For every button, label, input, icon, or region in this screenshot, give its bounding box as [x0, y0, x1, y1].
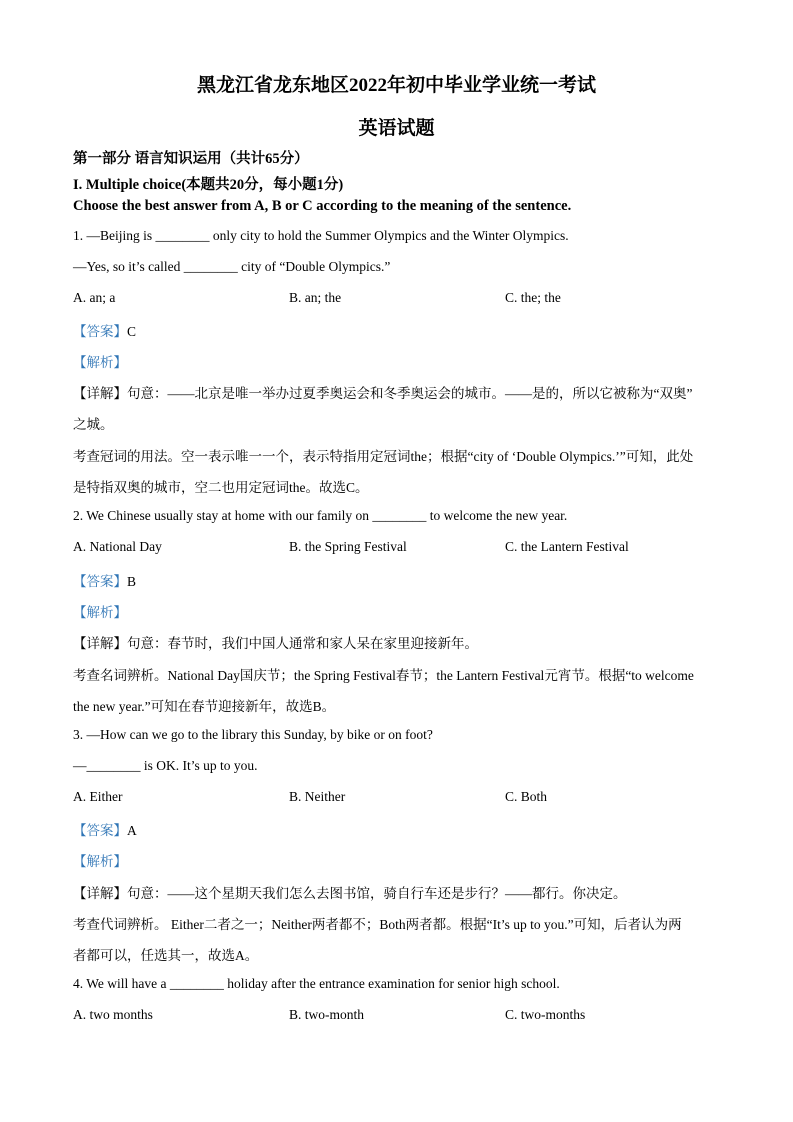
q4-option-a: A. two months: [73, 1007, 153, 1022]
q3-detail-line1: [73, 882, 733, 902]
answer-label: 【答案】: [73, 324, 127, 339]
exam-title: 黑龙江省龙东地区2022年初中毕业学业统一考试: [196, 75, 596, 96]
q2-detail-text: 句意：春节时，我们中国人通常和家人呆在家里迎接新年。: [127, 636, 478, 651]
q3-option-b: B. Neither: [289, 789, 346, 804]
q3-analysis: [73, 850, 733, 870]
answer-label: 【答案】: [73, 574, 127, 589]
q1-detail-line1: [73, 382, 733, 402]
q1-answer: [73, 320, 733, 340]
analysis-label: 【解析】: [73, 355, 127, 370]
q2-option-c: C. the Lantern Festival: [505, 539, 629, 554]
q2-answer: [73, 570, 733, 590]
q1-detail-line2: 之城。: [73, 417, 114, 432]
q1-analysis: [73, 351, 733, 371]
q1-explanation-line2: 是特指双奥的城市，空二也用定冠词the。故选C。: [73, 480, 369, 495]
q2-stem-line1: 2. We Chinese usually stay at home with our family on ________ to welcome the new year.: [73, 508, 568, 523]
q2-option-b: B. the Spring Festival: [289, 539, 407, 554]
q1-detail-text: 句意：——北京是唯一举办过夏季奥运会和冬季奥运会的城市。——是的，所以它被称为“双奥”: [127, 386, 693, 401]
q3-answer-value: A: [127, 823, 137, 838]
q3-option-a: A. Either: [73, 789, 123, 804]
q3-answer: [73, 819, 733, 839]
detail-label: 【详解】: [73, 386, 127, 401]
q3-stem-line1: 3. —How can we go to the library this Sunday, by bike or on foot?: [73, 727, 433, 742]
q3-option-c: C. Both: [505, 789, 548, 804]
analysis-label: 【解析】: [73, 854, 127, 869]
q1-answer-value: C: [127, 324, 137, 339]
exam-subtitle: 英语试题: [358, 118, 435, 139]
q4-option-b: B. two-month: [289, 1007, 365, 1022]
instruction: Choose the best answer from A, B or C according to the meaning of the sentence.: [73, 198, 572, 214]
analysis-label: 【解析】: [73, 605, 127, 620]
q4-stem-line1: 4. We will have a ________ holiday after the entrance examination for senior high school.: [73, 976, 560, 991]
q1-option-b: B. an; the: [289, 290, 342, 305]
q1-option-c: C. the; the: [505, 290, 561, 305]
q2-option-a: A. National Day: [73, 539, 162, 554]
q2-detail-line1: [73, 632, 733, 652]
q1-option-a: A. an; a: [73, 290, 116, 305]
q2-answer-value: B: [127, 574, 137, 589]
part-heading: 第一部分 语言知识运用（共计65分）: [73, 151, 309, 167]
q1-stem-line1: 1. —Beijing is ________ only city to hold the Summer Olympics and the Winter Olympics.: [73, 228, 569, 243]
q2-explanation-line1: 考查名词辨析。National Day国庆节；the Spring Festival春节；the Lantern Festival元宵节。根据“to welcome: [73, 668, 694, 683]
q4-option-c: C. two-months: [505, 1007, 586, 1022]
q3-detail-text: 句意：——这个星期天我们怎么去图书馆，骑自行车还是步行？——都行。你决定。: [127, 886, 627, 901]
detail-label: 【详解】: [73, 886, 127, 901]
q3-stem-line2: —________ is OK. It’s up to you.: [73, 758, 258, 773]
q3-explanation-line2: 者都可以，任选其一，故选A。: [73, 948, 259, 963]
q2-analysis: [73, 601, 733, 621]
q3-explanation-line1: 考查代词辨析。 Either二者之一；Neither两者都不；Both两者都。根据“It’s up to you.”可知，后者认为两: [73, 917, 682, 932]
detail-label: 【详解】: [73, 636, 127, 651]
section-heading: I. Multiple choice(本题共20分，每小题1分): [73, 177, 344, 193]
q1-stem-line2: —Yes, so it’s called ________ city of “Double Olympics.”: [73, 259, 391, 274]
q2-explanation-line2: the new year.”可知在春节迎接新年，故选B。: [73, 699, 336, 714]
q1-explanation-line1: 考查冠词的用法。空一表示唯一一个，表示特指用定冠词the；根据“city of ‘Double Olympics.’”可知，此处: [73, 449, 694, 464]
answer-label: 【答案】: [73, 823, 127, 838]
